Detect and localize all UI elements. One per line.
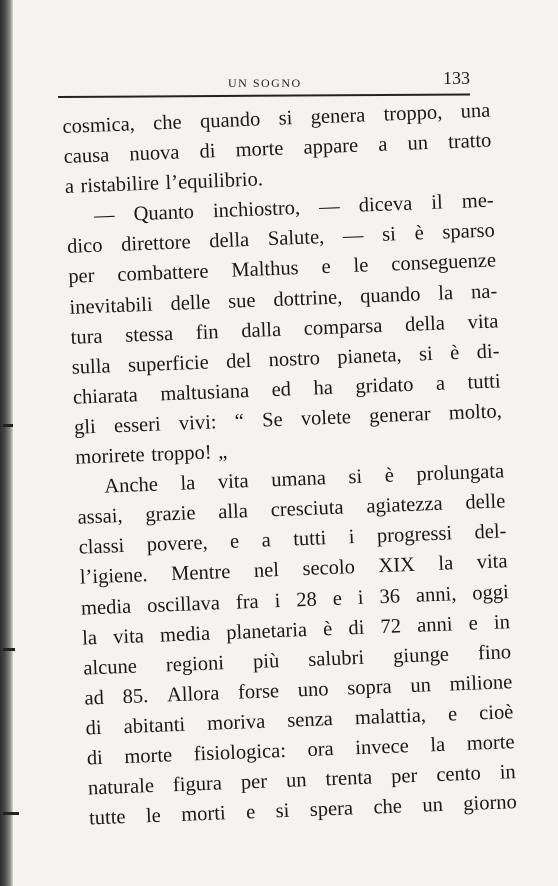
text-word: appare bbox=[303, 134, 359, 159]
text-word: per bbox=[240, 770, 268, 794]
text-word: ha bbox=[313, 376, 334, 400]
text-word: in bbox=[493, 610, 511, 634]
text-word: vivi: bbox=[178, 411, 217, 435]
text-word: quando bbox=[359, 282, 421, 308]
text-word: più bbox=[252, 649, 280, 673]
text-word: tratto bbox=[447, 129, 492, 154]
text-word: a bbox=[64, 175, 75, 199]
text-word: volete bbox=[300, 406, 352, 430]
text-word: abitanti bbox=[123, 713, 186, 738]
text-word: la bbox=[81, 626, 98, 650]
text-word: per bbox=[390, 764, 418, 788]
text-word: XIX bbox=[378, 554, 416, 578]
text-word: si bbox=[278, 107, 293, 130]
text-word: tutte bbox=[88, 806, 126, 830]
text-word: regioni bbox=[165, 651, 225, 677]
text-word: che bbox=[152, 111, 183, 135]
text-word: superficie bbox=[127, 351, 210, 377]
text-word: sulla bbox=[71, 355, 111, 379]
binding-mark bbox=[3, 812, 19, 815]
text-word: morte bbox=[235, 137, 284, 162]
text-word: 36 bbox=[379, 584, 401, 608]
text-word: di bbox=[348, 616, 365, 639]
text-word: senza bbox=[286, 707, 334, 732]
text-word: vita bbox=[467, 310, 499, 334]
text-word: vita bbox=[112, 624, 145, 649]
text-word: fra bbox=[235, 590, 260, 614]
text-word: anni, bbox=[415, 582, 457, 607]
text-word: 85. bbox=[122, 684, 149, 708]
text-word: Se bbox=[261, 408, 284, 432]
text-word: prolungata bbox=[416, 460, 505, 486]
text-word: umana bbox=[270, 467, 327, 492]
text-word: la bbox=[429, 733, 446, 757]
text-word: fin bbox=[195, 320, 219, 344]
binding-edge bbox=[0, 0, 13, 886]
text-word: Allora bbox=[166, 682, 220, 707]
text-word: nostro bbox=[268, 347, 321, 371]
text-word: sopra bbox=[346, 675, 393, 700]
text-word: morte bbox=[466, 731, 515, 755]
text-word: un bbox=[285, 769, 307, 792]
text-word: di- bbox=[476, 340, 500, 364]
text-word: l’igiene. bbox=[79, 564, 149, 590]
text-word: na- bbox=[470, 279, 498, 303]
text-word: media bbox=[159, 622, 211, 647]
text-word: si bbox=[348, 465, 363, 489]
text-word: della bbox=[404, 312, 446, 336]
text-word: morti bbox=[180, 802, 227, 827]
body-text bbox=[62, 96, 517, 834]
text-word: genera bbox=[310, 104, 366, 129]
text-word: inchiostro, bbox=[212, 197, 301, 223]
text-word: è bbox=[449, 341, 460, 365]
text-word: tutti bbox=[292, 527, 327, 551]
text-word: l’equilibrio. bbox=[165, 168, 264, 195]
text-word: alla bbox=[217, 500, 249, 524]
text-word: causa bbox=[63, 144, 110, 169]
text-word: gridato bbox=[354, 373, 414, 398]
text-word: in bbox=[499, 761, 517, 784]
text-word: secolo bbox=[302, 556, 356, 581]
text-word: ed bbox=[271, 378, 292, 401]
text-word: la bbox=[180, 472, 196, 495]
text-word: grazie bbox=[144, 502, 196, 527]
text-word: delle bbox=[170, 291, 211, 315]
text-word: si bbox=[418, 342, 434, 366]
text-word: assai, bbox=[77, 505, 123, 529]
text-word: di bbox=[86, 746, 104, 770]
text-word: e bbox=[468, 612, 479, 635]
text-word: si bbox=[275, 799, 290, 823]
text-word: gli bbox=[73, 415, 97, 439]
text-word: si bbox=[381, 223, 397, 247]
text-word: giorno bbox=[462, 791, 518, 816]
text-word: combattere bbox=[117, 260, 209, 287]
text-word: classi bbox=[78, 535, 125, 559]
text-word: dottrine, bbox=[272, 285, 343, 311]
text-word: ristabilire bbox=[80, 172, 160, 198]
text-word: della bbox=[208, 229, 250, 253]
text-word: a bbox=[377, 133, 388, 156]
binding-mark bbox=[3, 648, 15, 651]
text-word: oggi bbox=[471, 580, 510, 605]
text-word: morte bbox=[123, 744, 173, 769]
text-word: generar bbox=[368, 403, 431, 428]
text-word: — bbox=[342, 224, 364, 248]
text-word: cioè bbox=[478, 701, 514, 725]
text-word: a bbox=[435, 372, 446, 395]
text-word: vita bbox=[217, 470, 250, 494]
text-word: la bbox=[437, 281, 454, 305]
text-word: Mentre bbox=[170, 561, 231, 586]
text-word: nel bbox=[253, 559, 280, 583]
text-word: maltusiana bbox=[159, 379, 250, 406]
text-word: agiatezza bbox=[365, 492, 443, 518]
text-word: i bbox=[357, 586, 364, 609]
text-word: il bbox=[430, 191, 444, 215]
text-word: trenta bbox=[325, 766, 373, 791]
page-header bbox=[58, 60, 470, 90]
text-word: stessa bbox=[124, 322, 174, 347]
text-word: del bbox=[225, 349, 252, 373]
text-word: diceva bbox=[358, 192, 413, 217]
text-word: è bbox=[414, 222, 425, 245]
text-word: planetaria bbox=[225, 618, 308, 644]
text-word: del- bbox=[474, 520, 507, 544]
text-word: troppo! bbox=[150, 441, 212, 466]
text-word: me- bbox=[461, 189, 495, 213]
text-word: fino bbox=[477, 640, 512, 665]
text-word: Anche bbox=[103, 473, 159, 498]
text-word: sue bbox=[227, 289, 256, 313]
text-word: — bbox=[93, 204, 115, 228]
text-word: esseri bbox=[113, 413, 162, 438]
text-word: sparso bbox=[442, 219, 496, 244]
text-word: uno bbox=[297, 677, 329, 702]
text-word: alcune bbox=[82, 655, 138, 680]
text-word: tutti bbox=[467, 370, 502, 394]
text-word: Malthus bbox=[230, 257, 299, 283]
text-word: 28 bbox=[295, 588, 318, 611]
text-word: chiarata bbox=[72, 384, 139, 409]
text-word: cento bbox=[435, 762, 482, 787]
text-word: oscillava bbox=[146, 591, 221, 617]
text-word: cresciuta bbox=[270, 496, 344, 522]
text-word: per bbox=[67, 265, 95, 289]
text-word: delle bbox=[464, 490, 506, 515]
text-word: e bbox=[321, 256, 332, 279]
text-word: — bbox=[318, 195, 341, 219]
text-word: forse bbox=[237, 679, 280, 704]
text-word: è bbox=[322, 617, 333, 640]
text-word: ad bbox=[84, 686, 105, 710]
text-word: la bbox=[437, 552, 454, 576]
text-word: i bbox=[348, 526, 355, 549]
text-word: quando bbox=[199, 108, 261, 133]
text-word: milione bbox=[449, 670, 513, 696]
text-word: e bbox=[332, 587, 343, 610]
text-word: direttore bbox=[120, 231, 192, 257]
text-word: progressi bbox=[376, 522, 453, 548]
text-word: cosmica, bbox=[62, 113, 136, 138]
text-word: spera bbox=[309, 797, 354, 822]
text-word: troppo, bbox=[383, 101, 443, 126]
text-word: che bbox=[373, 795, 403, 819]
text-word: le bbox=[145, 804, 162, 828]
text-word: di bbox=[85, 716, 103, 740]
text-word: pianeta, bbox=[336, 343, 402, 369]
text-word: 72 bbox=[380, 614, 402, 638]
text-word: morirete bbox=[74, 444, 146, 469]
text-word: Quanto bbox=[133, 201, 195, 226]
text-word: “ bbox=[234, 410, 245, 433]
text-word: anni bbox=[416, 612, 453, 637]
text-word: comparsa bbox=[303, 314, 383, 340]
text-word: le bbox=[353, 254, 369, 278]
text-word: media bbox=[80, 595, 132, 620]
text-word: salubri bbox=[307, 646, 365, 671]
text-word: nuova bbox=[128, 141, 180, 166]
text-word: una bbox=[460, 99, 491, 123]
text-word: „ bbox=[217, 440, 228, 464]
text-word: figura bbox=[172, 772, 223, 797]
binding-mark bbox=[3, 424, 13, 427]
text-word: dico bbox=[66, 234, 103, 259]
text-word: Salute, bbox=[267, 226, 325, 251]
page-number: 133 bbox=[443, 68, 470, 88]
running-head: UN SOGNO bbox=[228, 76, 302, 90]
text-word: un bbox=[409, 674, 432, 697]
text-word: fisiologica: bbox=[193, 739, 287, 766]
text-word: e bbox=[447, 703, 458, 726]
text-word: dalla bbox=[240, 318, 282, 342]
text-word: tura bbox=[70, 325, 103, 349]
text-word: inevitabili bbox=[69, 293, 153, 319]
header-rule bbox=[58, 93, 470, 98]
text-word: e bbox=[229, 530, 240, 554]
text-word: di bbox=[199, 140, 216, 163]
text-word: malattia, bbox=[354, 704, 427, 730]
text-word: e bbox=[245, 801, 256, 824]
text-word: conseguenze bbox=[390, 249, 497, 276]
text-word: naturale bbox=[87, 775, 155, 800]
text-word: a bbox=[261, 529, 272, 552]
text-word: invece bbox=[354, 735, 410, 760]
text-word: moriva bbox=[206, 710, 266, 735]
text-word: ora bbox=[307, 738, 335, 762]
text-word: i bbox=[274, 589, 281, 612]
text-word: molto, bbox=[448, 400, 503, 425]
text-word: è bbox=[384, 464, 395, 487]
text-word: un bbox=[407, 132, 429, 155]
text-word: povere, bbox=[146, 532, 209, 557]
text-word: un bbox=[421, 794, 444, 817]
text-word: giunge bbox=[392, 643, 450, 668]
text-word: vita bbox=[476, 550, 508, 574]
